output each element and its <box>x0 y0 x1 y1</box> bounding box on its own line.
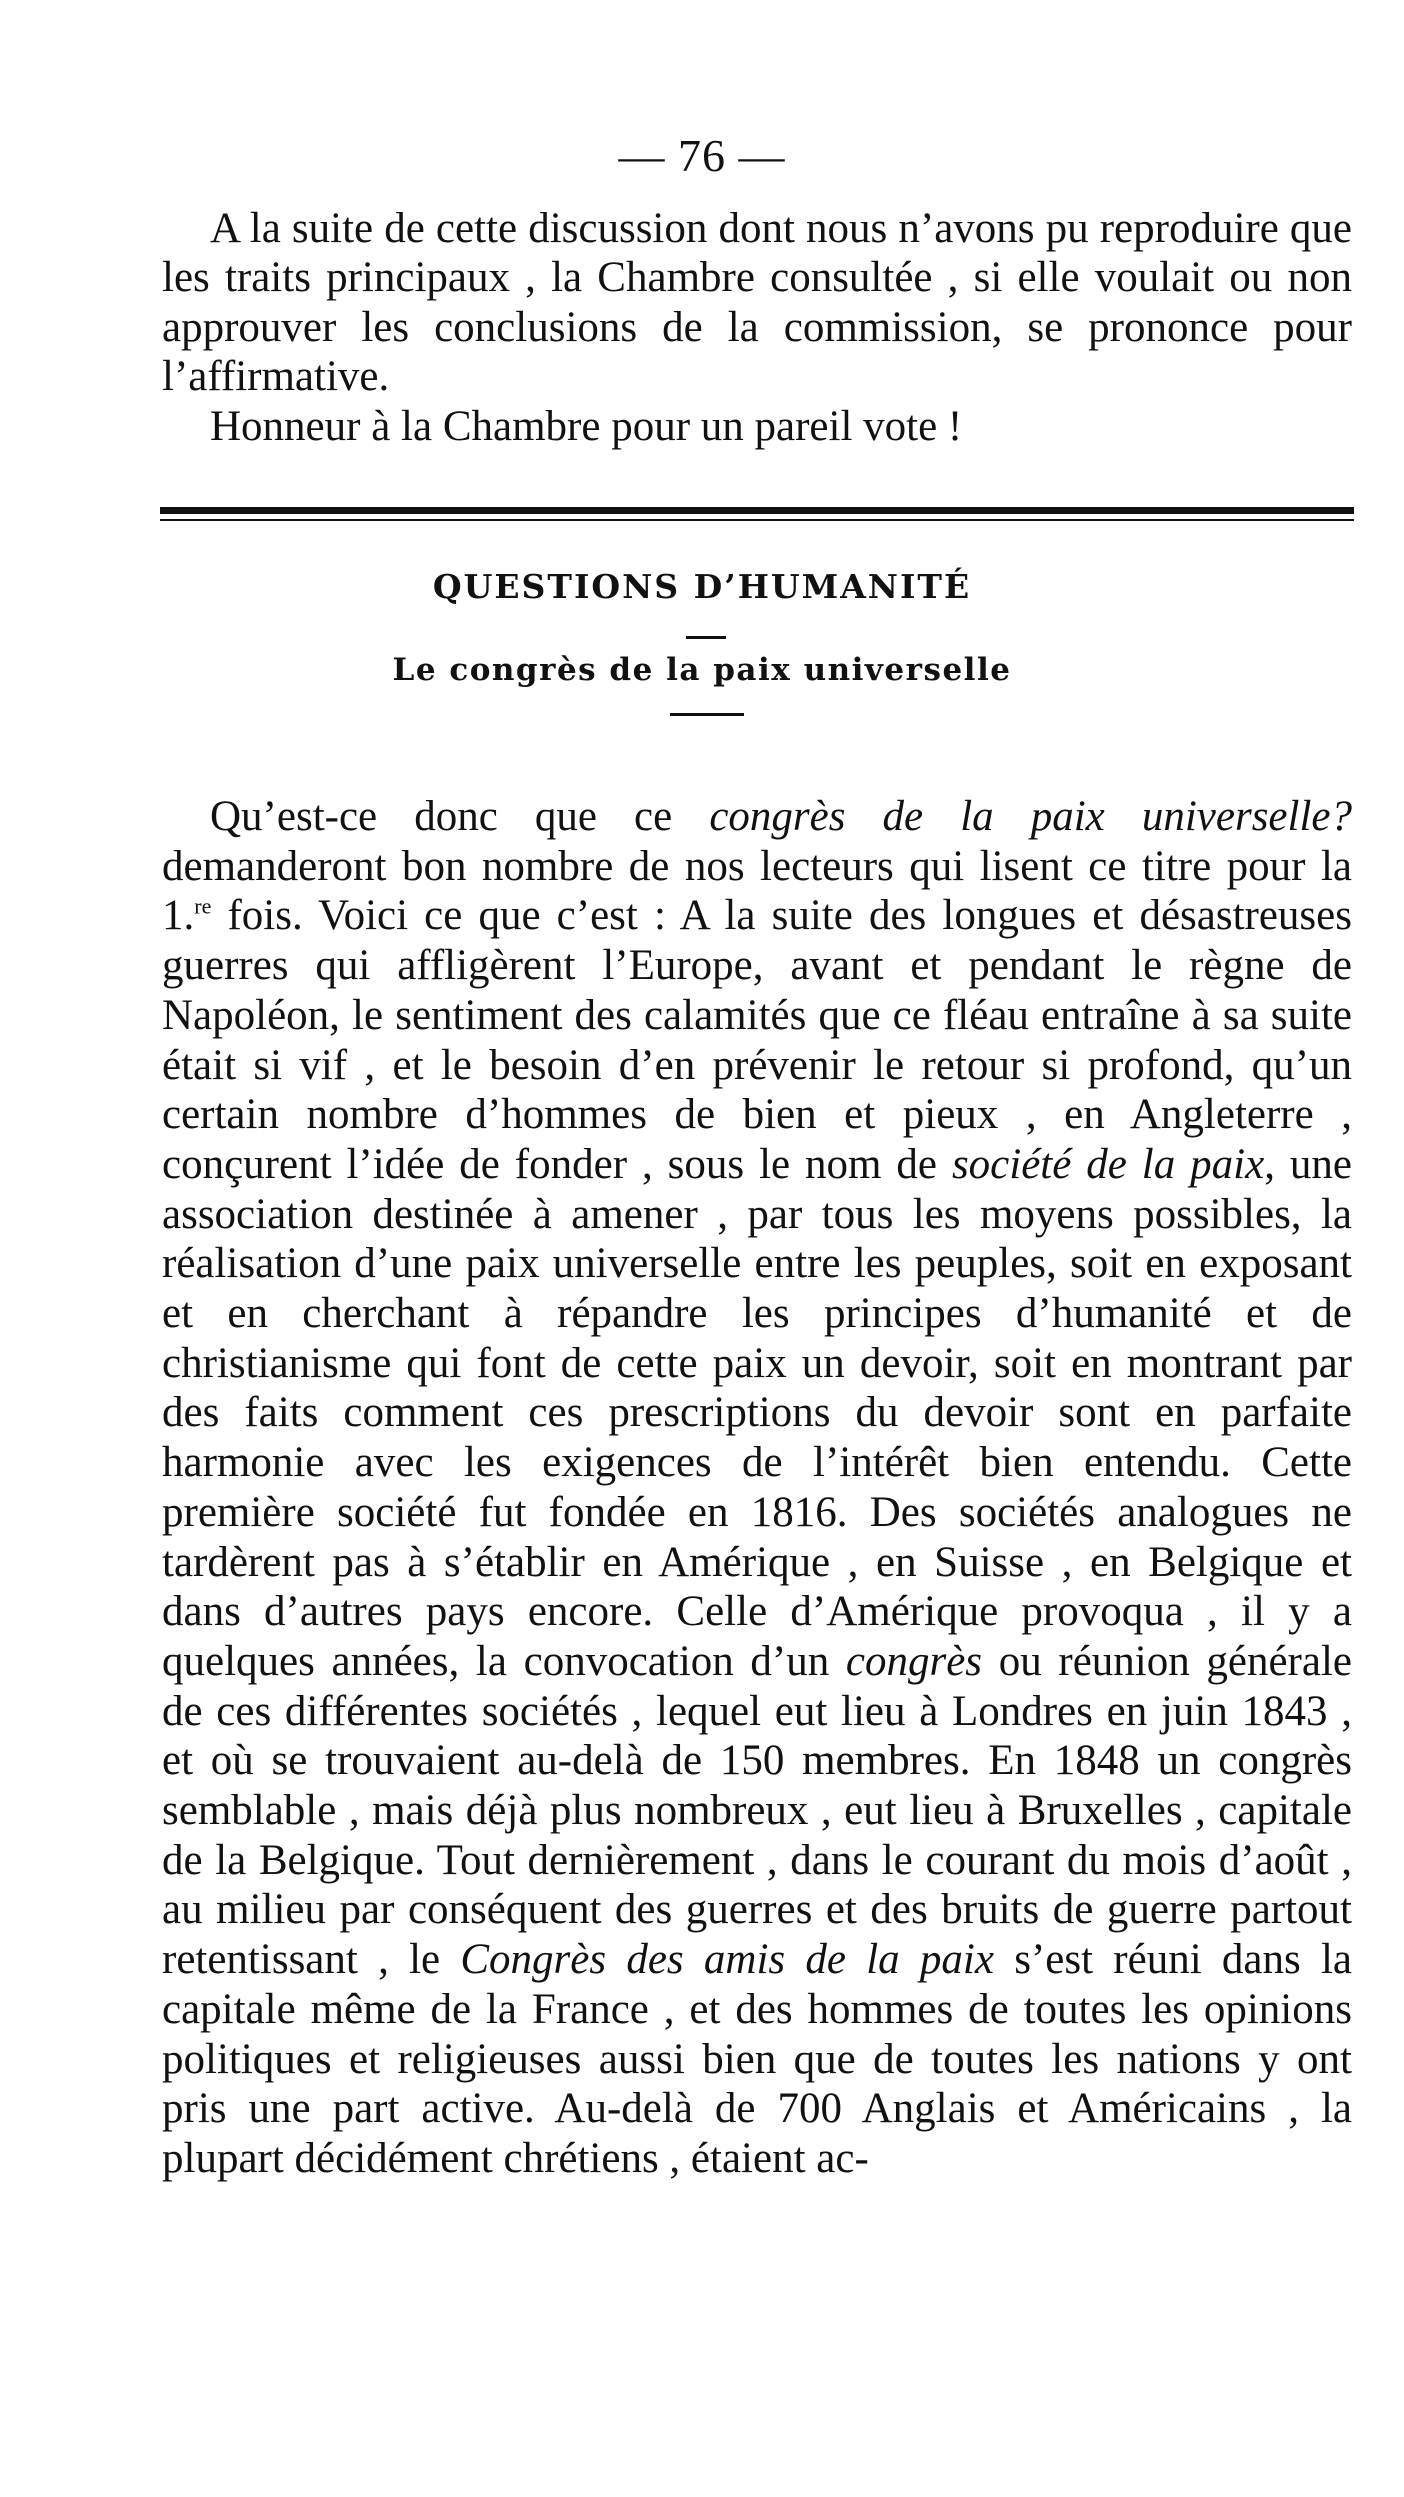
intro-closing-line: Honneur à la Chambre pour un pareil vote ! <box>210 402 963 450</box>
article-text: fois. Voici ce que c’est : A la suite des longues et désastreuses guerres qui affligèrent l’Europe, avant et pendant le règne de Napoléon, le sentiment des calamités que ce fléau entraîne à sa suite était si vif , et le besoin d’en prévenir le retour si profond, qu’un certain nombre d’hommes de bien et pieux , en Angleterre , conçurent l’idée de fonder , sous le nom de <box>162 892 1352 1188</box>
article-subtitle: Le congrès de la paix universelle <box>392 652 1012 688</box>
page-number: — 76 — <box>618 130 786 181</box>
article-text: , une association destinée à amener , par tous les moyens possibles, la réalisation d’une paix universelle entre les peuples, soit en exposant et en cherchant à répandre les principes d’humanité et de christianisme qui font de cette paix un devoir, soit en montrant par des faits comment ces prescriptions du devoir sont en parfaite harmonie avec les exigences de l’intérêt bien entendu. Cette première société fut fondée en 1816. Des sociétés analogues ne tardèrent pas à s’établir en Amérique , en Suisse , en Belgique et dans d’autres pays encore. Celle d’Amérique provoqua , il y a quelques années, la convocation d’un <box>162 1140 1352 1685</box>
article-paragraph <box>162 792 1352 2184</box>
section-divider-thick <box>160 507 1354 514</box>
intro-text <box>162 204 1352 451</box>
section-divider-thin <box>160 519 1354 521</box>
section-title: QUESTIONS D’HUMANITÉ <box>432 567 972 606</box>
ordinal-superscript: re <box>194 894 212 920</box>
article-italic-phrase: société de la paix <box>951 1140 1265 1188</box>
subtitle-separator <box>670 713 744 716</box>
article-italic-phrase: congrès <box>845 1637 983 1685</box>
article-italic-phrase: congrès de la paix universelle? <box>709 793 1352 840</box>
article-text: Qu’est-ce donc que ce <box>210 793 710 840</box>
article-text: ou réunion générale de ces différentes sociétés , lequel eut lieu à Londres en juin 1843 , et où se trouvaient au-delà de 150 membres. En 1848 un congrès semblable , mais déjà plus nombreux , eut lieu à Bruxelles , capitale de la Belgique. Tout dernièrement , dans le courant du mois d’août , au milieu par conséquent des guerres et des bruits de guerre partout retentissant , le <box>162 1637 1352 1984</box>
intro-paragraph: A la suite de cette discussion dont nous n’avons pu reproduire que les traits principaux , la Chambre consultée , si elle voulait ou non approuver les conclusions de la commission, se prononce pour l’affirmative. <box>162 205 1352 401</box>
article-text: s’est réuni dans la capitale même de la France , et des hommes de toutes les opinions politiques et religieuses aussi bien que de toutes les nations y ont pris une part active. Au-delà de 700 Anglais et Américains , la plupart décidément chrétiens , étaient ac- <box>162 1936 1352 2182</box>
title-separator <box>686 636 726 639</box>
article-text: demanderont bon nombre de nos lecteurs qui lisent ce titre pour la 1. <box>162 842 1352 940</box>
article-italic-phrase: Congrès des amis de la paix <box>460 1936 994 1984</box>
